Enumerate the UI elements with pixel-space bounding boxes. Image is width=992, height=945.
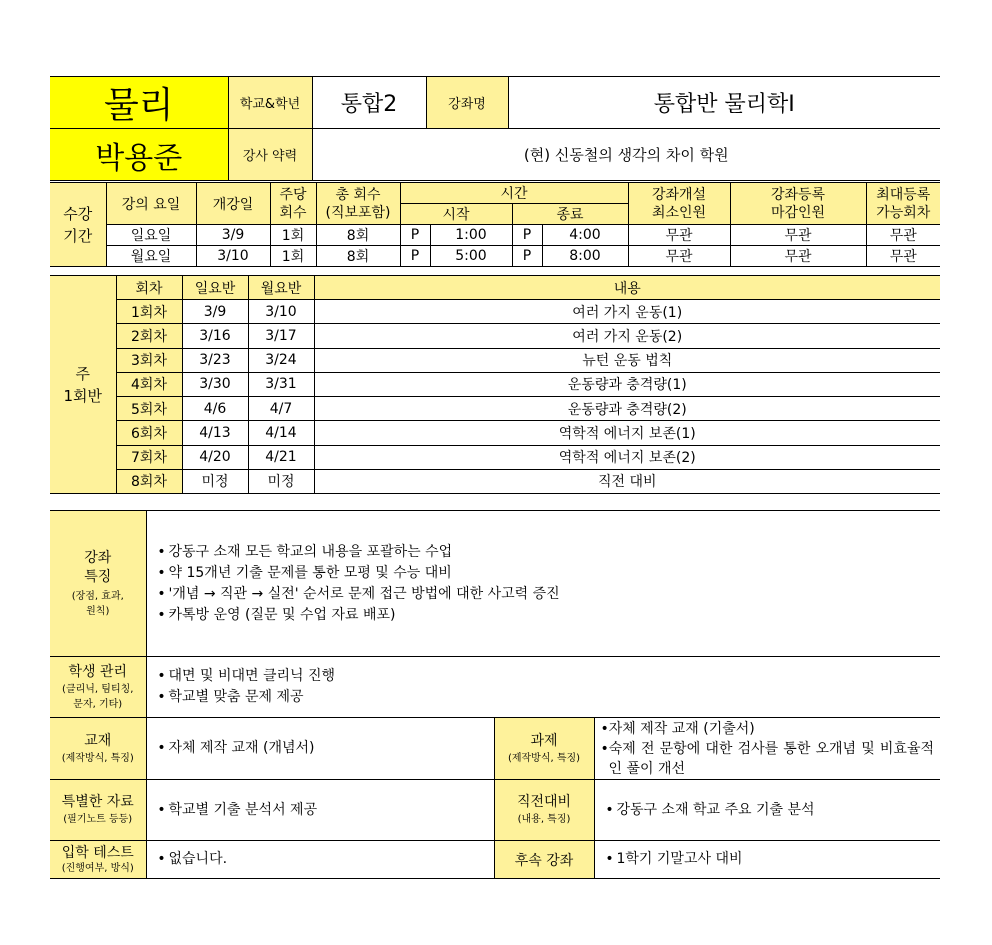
schedule-sun: 4/20	[182, 445, 248, 469]
period-min: 무관	[628, 246, 730, 267]
schedule-content: 역학적 에너지 보존(2)	[314, 445, 940, 469]
schedule-content-header: 내용	[314, 276, 940, 300]
schedule-sun-header: 일요반	[182, 276, 248, 300]
schedule-row	[50, 469, 940, 493]
period-day: 일요일	[106, 225, 196, 246]
period-ampm-start: P	[400, 246, 430, 267]
test-sub: (진행여부, 방식)	[61, 862, 134, 874]
textbook-item: • 자체 제작 교재 (개념서)	[157, 740, 315, 756]
schedule-session: 2회차	[116, 324, 182, 348]
period-row	[50, 246, 940, 267]
header-table	[50, 76, 940, 181]
management-sub: (클리닉, 팀티칭, 문자, 기타)	[62, 683, 134, 710]
schedule-session: 7회차	[116, 445, 182, 469]
homework-content	[594, 718, 940, 780]
schedule-mon: 4/21	[248, 445, 314, 469]
period-start-header: 개강일	[196, 183, 270, 225]
schedule-row	[50, 324, 940, 348]
schedule-content: 운동량과 충격량(2)	[314, 397, 940, 421]
test-label: 입학 테스트	[61, 844, 134, 861]
features-label: 강좌 특징	[84, 549, 112, 585]
schedule-row	[50, 445, 940, 469]
schedule-mon: 3/24	[248, 348, 314, 372]
schedule-session-header: 회차	[116, 276, 182, 300]
features-item: • 카톡방 운영 (질문 및 수업 자료 배포)	[157, 606, 396, 623]
schedule-content: 직전 대비	[314, 469, 940, 493]
follow-content	[594, 841, 940, 879]
special-label-cell	[50, 780, 146, 841]
final-label-cell	[494, 780, 594, 841]
features-content	[146, 511, 940, 657]
test-content	[146, 841, 494, 879]
special-content	[146, 780, 494, 841]
course-label: 강좌명	[426, 77, 508, 129]
period-total: 8회	[316, 225, 400, 246]
school-label: 학교&학년	[228, 77, 312, 129]
features-item: • '개념 → 직관 → 실전' 순서로 문제 접근 방법에 대한 사고력 증진	[157, 585, 560, 602]
period-time-end: 8:00	[542, 246, 628, 267]
period-time-start: 5:00	[430, 246, 512, 267]
period-ampm-end: P	[512, 246, 542, 267]
period-row	[50, 225, 940, 246]
features-item: • 강동구 소재 모든 학교의 내용을 포괄하는 수업	[157, 543, 453, 560]
period-weekly: 1회	[270, 246, 316, 267]
schedule-mon: 3/17	[248, 324, 314, 348]
follow-label: 후속 강좌	[494, 841, 594, 879]
period-total: 8회	[316, 246, 400, 267]
schedule-sun: 3/9	[182, 300, 248, 324]
schedule-mon: 3/10	[248, 300, 314, 324]
schedule-side-label: 주 1회반	[50, 276, 116, 494]
teacher-name: 박용준	[50, 129, 228, 181]
features-label-cell	[50, 511, 146, 657]
period-deadline-header: 강좌등록 마감인원	[730, 183, 866, 225]
schedule-content: 여러 가지 운동(1)	[314, 300, 940, 324]
schedule-content: 역학적 에너지 보존(1)	[314, 421, 940, 445]
schedule-row	[50, 421, 940, 445]
schedule-session: 4회차	[116, 372, 182, 396]
management-item: • 학교별 맞춤 문제 제공	[157, 689, 304, 705]
period-time-end: 4:00	[542, 225, 628, 246]
textbook-content	[146, 718, 494, 780]
final-sub: (내용, 특징)	[517, 814, 571, 825]
period-min-header: 강좌개설 최소인원	[628, 183, 730, 225]
period-time-start: 1:00	[430, 225, 512, 246]
period-ampm-start: P	[400, 225, 430, 246]
homework-item: •숙제 전 문항에 대한 검사를 통한 오개념 및 비효율적인 풀이 개선	[600, 740, 934, 777]
schedule-session: 1회차	[116, 300, 182, 324]
schedule-row	[50, 397, 940, 421]
features-sub: (장점, 효과, 원칙)	[71, 590, 124, 617]
period-weekly: 1회	[270, 225, 316, 246]
schedule-session: 8회차	[116, 469, 182, 493]
textbook-sub: (제작방식, 특징)	[61, 752, 134, 764]
final-item: • 강동구 소재 학교 주요 기출 분석	[605, 801, 815, 818]
schedule-session: 5회차	[116, 397, 182, 421]
final-list	[603, 800, 941, 821]
period-ampm-end: P	[512, 225, 542, 246]
management-list	[155, 666, 941, 708]
management-label: 학생 관리	[68, 663, 128, 680]
follow-item: • 1학기 기말고사 대비	[605, 851, 743, 867]
schedule-content: 운동량과 충격량(1)	[314, 372, 940, 396]
features-list	[155, 542, 941, 626]
period-total-header: 총 회수 (직보포함)	[316, 183, 400, 225]
period-max-header: 최대등록 가능회차	[866, 183, 940, 225]
schedule-mon: 4/14	[248, 421, 314, 445]
career-value: (현) 신동철의 생각의 차이 학원	[312, 129, 940, 181]
follow-list	[603, 849, 941, 870]
schedule-sun: 미정	[182, 469, 248, 493]
final-content	[594, 780, 940, 841]
period-deadline: 무관	[730, 225, 866, 246]
schedule-sun: 3/23	[182, 348, 248, 372]
special-item: • 학교별 기출 분석서 제공	[157, 801, 318, 818]
course-value: 통합반 물리학I	[508, 77, 940, 129]
management-item: • 대면 및 비대면 클리닉 진행	[157, 668, 336, 684]
career-label: 강사 약력	[228, 129, 312, 181]
schedule-sun: 3/30	[182, 372, 248, 396]
schedule-mon-header: 월요반	[248, 276, 314, 300]
homework-sub: (제작방식, 특징)	[507, 752, 581, 764]
textbook-label-cell	[50, 718, 146, 780]
period-day-header: 강의 요일	[106, 183, 196, 225]
schedule-content: 뉴턴 운동 법칙	[314, 348, 940, 372]
schedule-sun: 4/6	[182, 397, 248, 421]
special-list	[155, 800, 494, 821]
info-table	[50, 510, 940, 879]
management-label-cell	[50, 657, 146, 718]
schedule-table	[50, 275, 940, 494]
subject-text: 물리	[103, 85, 174, 126]
textbook-label: 교재	[84, 732, 112, 749]
schedule-row	[50, 348, 940, 372]
schedule-mon: 3/31	[248, 372, 314, 396]
schedule-row	[50, 300, 940, 324]
test-item: • 없습니다.	[157, 851, 228, 867]
school-value: 통합2	[312, 77, 426, 129]
final-label: 직전대비	[516, 794, 572, 810]
special-sub: (필기노트 등등)	[63, 814, 133, 825]
period-weekly-header: 주당 회수	[270, 183, 316, 225]
schedule-session: 6회차	[116, 421, 182, 445]
period-start: 3/10	[196, 246, 270, 267]
management-content	[146, 657, 940, 718]
period-side-label: 수강 기간	[50, 183, 106, 267]
period-time-end-header: 종료	[512, 204, 628, 225]
homework-label: 과제	[530, 732, 558, 749]
schedule-mon: 미정	[248, 469, 314, 493]
schedule-sun: 3/16	[182, 324, 248, 348]
features-item: • 약 15개년 기출 문제를 통한 모평 및 수능 대비	[157, 564, 452, 581]
schedule-content: 여러 가지 운동(2)	[314, 324, 940, 348]
subject-title	[50, 77, 228, 129]
schedule-row	[50, 372, 940, 396]
special-label: 특별한 자료	[61, 794, 134, 810]
homework-label-cell	[494, 718, 594, 780]
period-time-header: 시간	[400, 183, 628, 204]
schedule-session: 3회차	[116, 348, 182, 372]
textbook-list	[155, 738, 494, 759]
test-label-cell	[50, 841, 146, 879]
period-max: 무관	[866, 225, 940, 246]
period-time-start-header: 시작	[400, 204, 512, 225]
schedule-mon: 4/7	[248, 397, 314, 421]
test-list	[155, 849, 494, 870]
period-min: 무관	[628, 225, 730, 246]
period-deadline: 무관	[730, 246, 866, 267]
period-max: 무관	[866, 246, 940, 267]
homework-item: •자체 제작 교재 (기출서)	[600, 720, 755, 737]
period-day: 월요일	[106, 246, 196, 267]
period-table	[50, 182, 940, 267]
schedule-sun: 4/13	[182, 421, 248, 445]
period-start: 3/9	[196, 225, 270, 246]
